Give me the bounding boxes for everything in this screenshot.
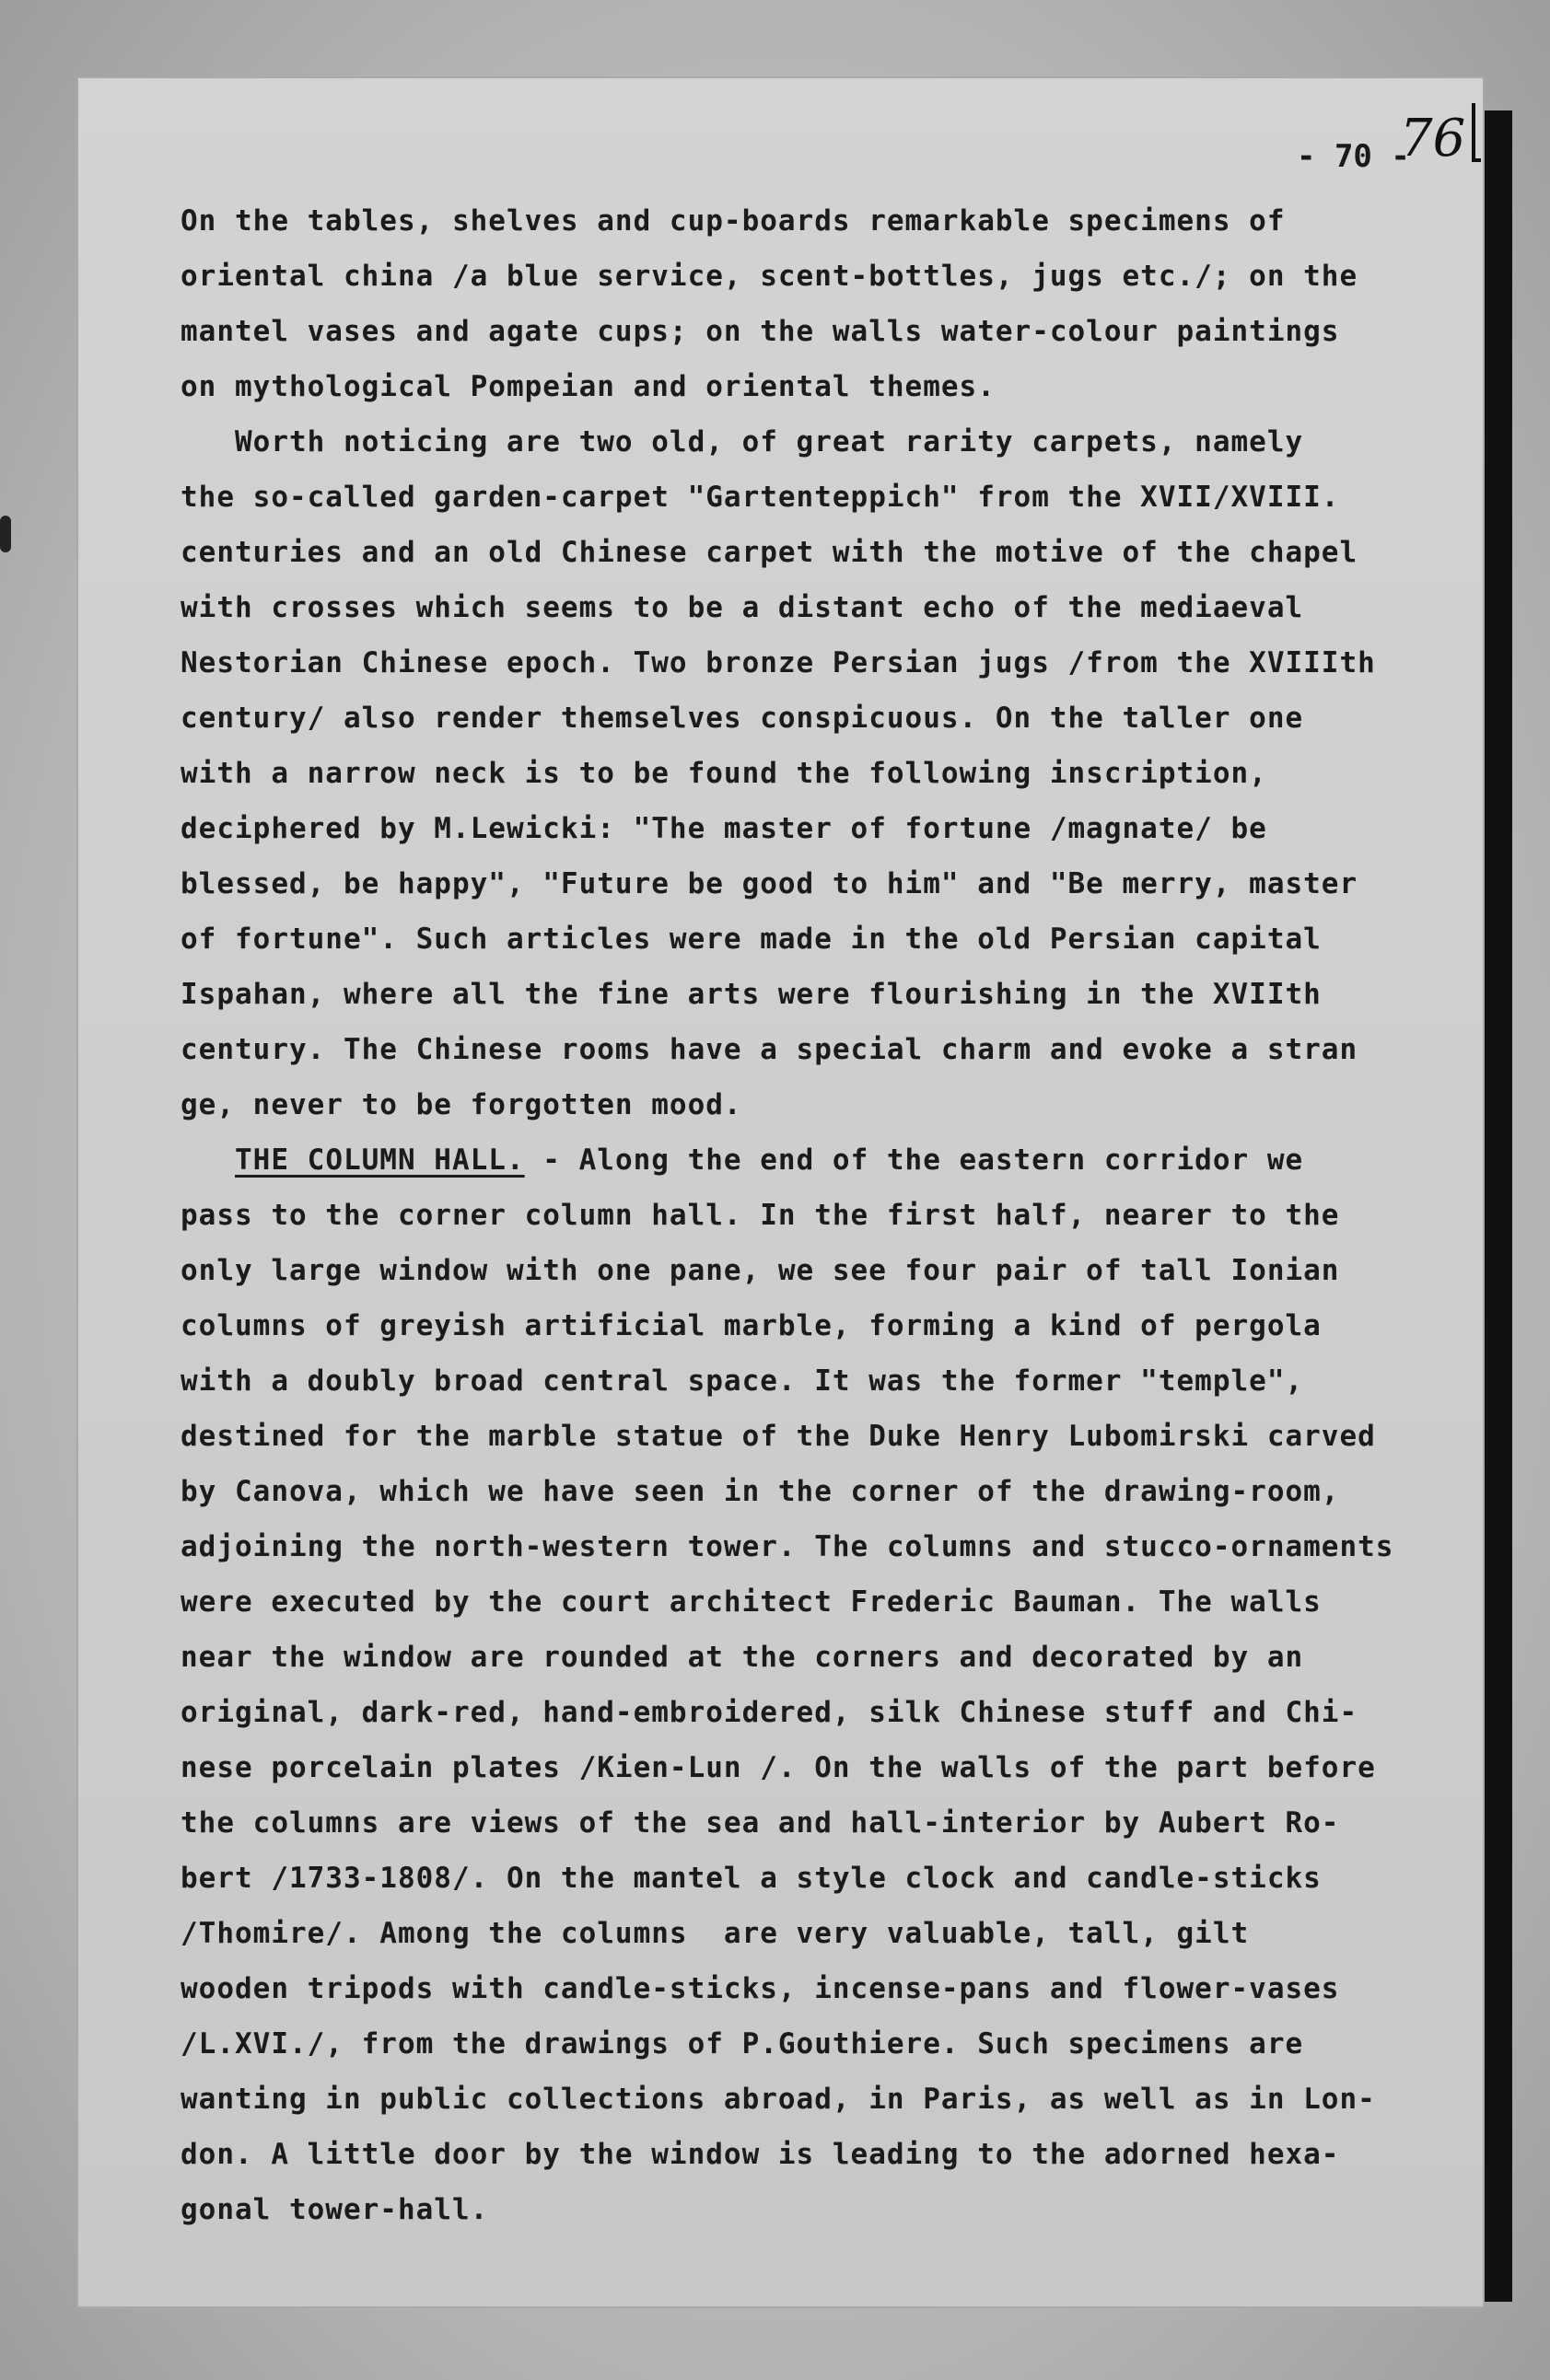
text-line: century. The Chinese rooms have a special charm and evoke a stran bbox=[181, 1033, 1358, 1066]
text-line: destined for the marble statue of the Duke Henry Lubomirski carved bbox=[181, 1420, 1376, 1453]
text-line: gonal tower-hall. bbox=[181, 2193, 489, 2226]
text-line: deciphered by M.Lewicki: "The master of fortune /magnate/ be bbox=[181, 812, 1267, 845]
text-line: On the tables, shelves and cup-boards remarkable specimens of bbox=[181, 204, 1286, 238]
page-number: - 70 - bbox=[1297, 138, 1410, 175]
body-text bbox=[181, 193, 1488, 2237]
text-line: centuries and an old Chinese carpet with the motive of the chapel bbox=[181, 536, 1358, 569]
text-line: wooden tripods with candle-sticks, incense-pans and flower-vases bbox=[181, 1972, 1340, 2005]
text-line: only large window with one pane, we see four pair of tall Ionian bbox=[181, 1254, 1340, 1287]
text-line: near the window are rounded at the corners and decorated by an bbox=[181, 1641, 1304, 1674]
text-line: pass to the corner column hall. In the first half, nearer to the bbox=[181, 1199, 1340, 1232]
text-line: ge, never to be forgotten mood. bbox=[181, 1088, 742, 1121]
text-line: with crosses which seems to be a distant echo of the mediaeval bbox=[181, 591, 1304, 624]
text-line: wanting in public collections abroad, in Paris, as well as in Lon- bbox=[181, 2083, 1376, 2116]
text-line: on mythological Pompeian and oriental themes. bbox=[181, 370, 996, 403]
text-line: - Along the end of the eastern corridor we bbox=[524, 1144, 1304, 1177]
text-line: original, dark-red, hand-embroidered, silk Chinese stuff and Chi- bbox=[181, 1696, 1358, 1729]
text-line: /Thomire/. Among the columns are very valuable, tall, gilt bbox=[181, 1917, 1250, 1950]
text-line: columns of greyish artificial marble, forming a kind of pergola bbox=[181, 1309, 1322, 1342]
text-line: century/ also render themselves conspicuous. On the taller one bbox=[181, 702, 1304, 735]
text-line: Ispahan, where all the fine arts were flourishing in the XVIIth bbox=[181, 978, 1322, 1011]
handwritten-mark bbox=[1472, 103, 1481, 162]
text-line: Worth noticing are two old, of great rarity carpets, namely bbox=[181, 425, 1304, 459]
text-line: were executed by the court architect Frederic Bauman. The walls bbox=[181, 1585, 1322, 1619]
text-line: of fortune". Such articles were made in the old Persian capital bbox=[181, 923, 1322, 956]
text-line: bert /1733-1808/. On the mantel a style clock and candle-sticks bbox=[181, 1862, 1322, 1895]
text-line: Nestorian Chinese epoch. Two bronze Persian jugs /from the XVIIIth bbox=[181, 646, 1376, 679]
text-line: mantel vases and agate cups; on the walls water-colour paintings bbox=[181, 315, 1340, 348]
text-line: with a doubly broad central space. It was the former "temple", bbox=[181, 1364, 1304, 1398]
section-heading: THE COLUMN HALL. bbox=[235, 1144, 525, 1177]
text-line: the so-called garden-carpet "Gartenteppich" from the XVII/XVIII. bbox=[181, 481, 1340, 514]
handwritten-page-number: 76 bbox=[1400, 109, 1466, 168]
text-line: don. A little door by the window is leading to the adorned hexa- bbox=[181, 2138, 1340, 2171]
scan-margin-mark bbox=[0, 516, 11, 552]
text-line: blessed, be happy", "Future be good to him" and "Be merry, master bbox=[181, 867, 1358, 900]
page-edge-shadow bbox=[1485, 110, 1512, 2302]
text-line: adjoining the north-western tower. The columns and stucco-ornaments bbox=[181, 1530, 1394, 1563]
section-heading-line bbox=[181, 1132, 1488, 1188]
text-line: by Canova, which we have seen in the corner of the drawing-room, bbox=[181, 1475, 1340, 1508]
text-line: nese porcelain plates /Kien-Lun /. On the walls of the part before bbox=[181, 1751, 1376, 1784]
text-line: the columns are views of the sea and hall-interior by Aubert Ro- bbox=[181, 1806, 1340, 1840]
text-line: oriental china /a blue service, scent-bottles, jugs etc./; on the bbox=[181, 260, 1358, 293]
text-line: /L.XVI./, from the drawings of P.Gouthiere. Such specimens are bbox=[181, 2027, 1304, 2061]
text-line: with a narrow neck is to be found the following inscription, bbox=[181, 757, 1267, 790]
